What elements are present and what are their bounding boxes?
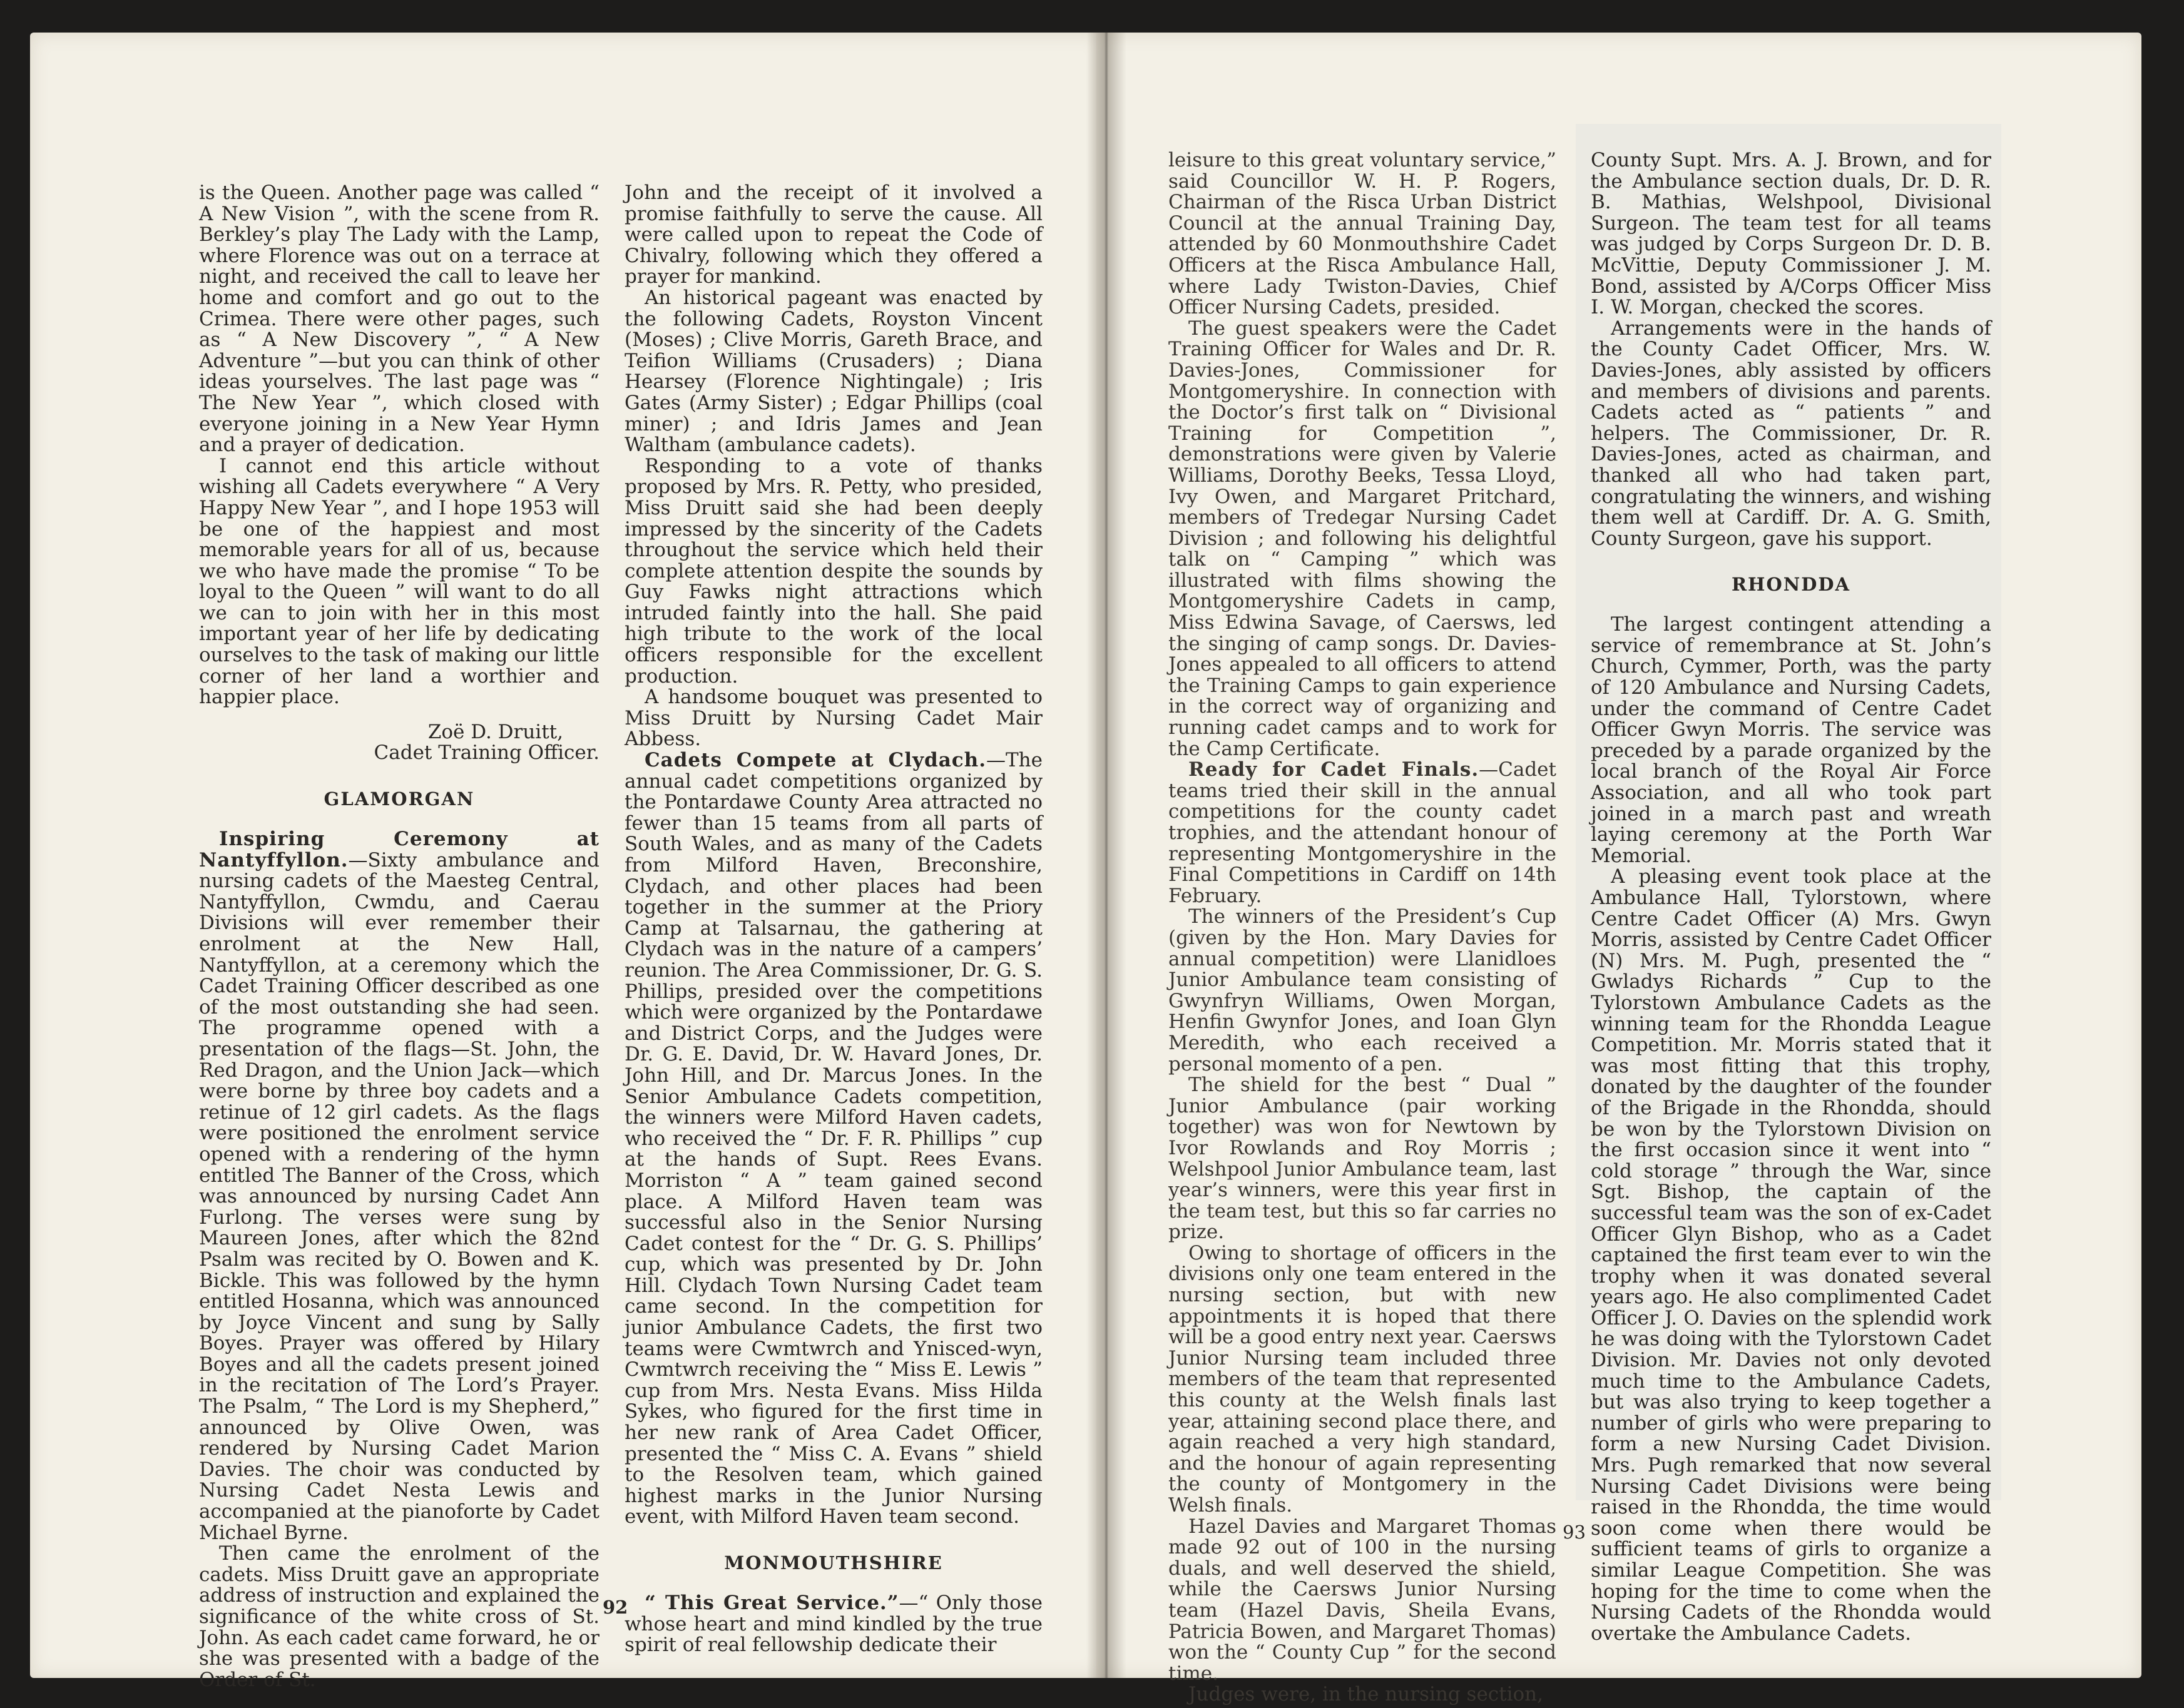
right-column-2 — [1591, 150, 1991, 1644]
paragraph — [625, 1593, 1043, 1656]
paragraph: Responding to a vote of thanks proposed by Mrs. R. Petty, who presided, Miss Druitt said she had been deeply impressed by the sincerity of the Cadets throughout the service which held their complete attention despite the sounds by Guy Fawks night attractions which intruded faintly into the hall. She paid high tribute to the work of the local officers responsible for the excellent production. — [625, 454, 1043, 688]
page-number: 93 — [1563, 1522, 1586, 1543]
paragraph: Then came the enrolment of the cadets. Miss Druitt gave an appropriate address of instruction and explained the significance of the white cross of St. John. As each cadet came forward, he or she was presented with a badge of the Order of St. — [199, 1542, 600, 1691]
signature-name: Zoë D. Druitt, — [427, 720, 563, 743]
subheading: “ This Great Service.” — [645, 1592, 899, 1614]
paragraph-text: —Cadet teams tried their skill in the annual competitions for the county cadet trophies, and the attendant honour of representing Montgomeryshire in the Final Competitions in Cardiff on 14th February. — [1168, 758, 1556, 907]
section-heading-monmouthshire: MONMOUTHSHIRE — [724, 1552, 943, 1573]
paragraph: is the Queen. Another page was called “ A New Vision ”, with the scene from R. Berkley’s play The Lady with the Lamp, where Florence was out on a terrace at night, and received the call to leave her home and comfort and go out to the Crimea. There were other pages, such as “ A New Discovery ”, “ A New Adventure ”—but you can think of other ideas yourselves. The last page was “ The New Year ”, which closed with everyone joining in a New Year Hymn and a prayer of dedication. — [199, 181, 600, 457]
left-page — [30, 33, 1104, 1691]
section-heading-rhondda: RHONDDA — [1731, 574, 1851, 596]
paragraph: An historical pageant was enacted by the following Cadets, Royston Vincent (Moses) ; Clive Morris, Gareth Brace, and Teifion Williams (Crusaders) ; Diana Hearsey (Florence Nightingale) ; Iris Gates (Army Sister) ; Edgar Phillips (coal miner) ; and Idris James and Jean Waltham (ambulance cadets). — [625, 286, 1043, 457]
right-column-1 — [1168, 150, 1556, 1705]
paragraph-text: —Sixty ambulance and nursing cadets of the Maesteg Central, Nantyffyllon, Cwmdu, and Caerau Divisions will ever remember their enrolment at the New Hall, Nantyffyllon, at a ceremony which the Cadet Training Officer described as one of the most outstanding she had seen. The programme opened with a presentation of the flags—St. John, the Red Dragon, and the Union Jack—which were borne by three boy cadets and a retinue of 12 girl cadets. As the flags were positioned the enrolment service opened with a rendering of the hymn entitled The Banner of the Cross, which was announced by nursing Cadet Ann Furlong. The verses were sung by Maureen Jones, after which the 82nd Psalm was recited by O. Bowen and K. Bickle. This was followed by the hymn entitled Hosanna, which was announced by Joyce Vincent and sung by Sally Boyes. Prayer was offered by Hilary Boyes and all the cadets present joined in the recitation of The Lord’s Prayer. The Psalm, “ The Lord is my Shepherd,” announced by Olive Owen, was rendered by Nursing Cadet Marion Davies. The choir was conducted by Nursing Cadet Nesta Lewis and accompanied at the pianoforte by Cadet Michael Byrne. — [199, 848, 600, 1544]
paragraph-text: —The annual cadet competitions organized by the Pontardawe County Area attracted no fewer than 15 teams from all parts of South Wales, and as many of the Cadets from Milford Haven, Breconshire, Clydach, and other places had been together in the summer at the Priory Camp at Talsarnau, the gathering at Clydach was in the nature of a campers’ reunion. The Area Commissioner, Dr. G. S. Phillips, presided over the competitions which were organized by the Pontardawe and District Corps, and the Judges were Dr. G. E. David, Dr. W. Havard Jones, Dr. John Hill, and Dr. Marcus Jones. In the Senior Ambulance Cadets competition, the winners were Milford Haven cadets, who received the “ Dr. F. R. Phillips ” cup at the hands of Supt. Rees Evans. Morriston “ A ” team gained second place. A Milford Haven team was successful also in the Senior Nursing Cadet contest for the “ Dr. G. S. Phillips’ cup, which was presented by Dr. John Hill. Clydach Town Nursing Cadet team came second. In the competition for junior Ambulance Cadets, the first two teams were Cwmtwrch and Ynisced-wyn, Cwmtwrch receiving the “ Miss E. Lewis ” cup from Mrs. Nesta Evans. Miss Hilda Sykes, who figured for the first time in her new rank of Area Cadet Officer, presented the “ Miss C. A. Evans ” shield to the Resolven team, which gained highest marks in the Junior Nursing event, with Milford Haven team second. — [625, 749, 1043, 1528]
left-column-1 — [199, 183, 600, 1690]
subheading: Ready for Cadet Finals. — [1188, 758, 1479, 781]
paragraph: The guest speakers were the Cadet Training Officer for Wales and Dr. R. Davies-Jones, Commissioner for Montgomeryshire. In connection with the Doctor’s first talk on “ Divisional Training for Competition ”, demonstrations were given by Valerie Williams, Dorothy Beeks, Tessa Lloyd, Ivy Owen, and Margaret Pritchard, members of Tredegar Nursing Cadet Division ; and following his delightful talk on “ Camping ” which was illustrated with films showing the Montgomeryshire Cadets in camp, Miss Edwina Savage, of Caersws, led the singing of camp songs. Dr. Davies-Jones appealed to all officers to attend the Training Camps to gain experience in the correct way of organizing and running cadet camps and to work for the Camp Certificate. — [1168, 317, 1556, 760]
page-number: 92 — [603, 1597, 628, 1618]
paragraph: Owing to shortage of officers in the divisions only one team entered in the nursing section, but with new appointments it is hoped that there will be a good entry next year. Caersws Junior Nursing team included three members of the team that represented this county at the Welsh finals last year, attaining second place there, and again reached a very high standard, and the honour of again representing the county of Montgomery in the Welsh finals. — [1168, 1241, 1556, 1517]
subheading: Cadets Compete at Clydach. — [645, 749, 986, 772]
subheading: Inspiring Ceremony at Nantyffyllon. — [199, 828, 600, 872]
paragraph: The shield for the best “ Dual ” Junior Ambulance (pair working together) was won for Newtown by Ivor Rowlands and Roy Morris ; Welshpool Junior Ambulance team, last year’s winners, were this year first in the team test, but this so far carries no prize. — [1168, 1074, 1556, 1244]
paragraph — [625, 750, 1043, 1528]
paragraph: Judges were, in the nursing section, — [1188, 1683, 1544, 1706]
paragraph: I cannot end this article without wishing all Cadets everywhere “ A Very Happy New Year ”, and I hope 1953 will be one of the happiest and most memorable years for all of us, because we who have made the promise “ To be loyal to the Queen ” will want to do all we can to join with her in this most important year of her life by dedicating ourselves to the task of making our little corner of her land a worthier and happier place. — [199, 454, 600, 709]
paragraph: The winners of the President’s Cup (given by the Hon. Mary Davies for annual competition) were Llanidloes Junior Ambulance team consisting of Gwynfryn Williams, Owen Morgan, Henfin Gwynfor Jones, and Ioan Glyn Meredith, who each received a personal momento of a pen. — [1168, 905, 1556, 1075]
paragraph: John and the receipt of it involved a promise faithfully to serve the cause. All were called upon to repeat the Code of Chivalry, following which they offered a prayer for mankind. — [625, 181, 1043, 288]
paragraph — [199, 829, 600, 1543]
paragraph: Hazel Davies and Margaret Thomas made 92 out of 100 in the nursing duals, and well deserved the shield, while the Caersws Junior Nursing team (Hazel Davis, Sheila Evans, Patricia Bowen, and Margaret Thomas) won the “ County Cup ” for the second time. — [1168, 1515, 1556, 1685]
paragraph: A handsome bouquet was presented to Miss Druitt by Nursing Cadet Mair Abbess. — [625, 686, 1043, 751]
signature-title: Cadet Training Officer. — [374, 741, 600, 765]
paragraph-text: —“ Only those whose heart and mind kindled by the true spirit of real fellowship dedicate their — [625, 1592, 1043, 1657]
paragraph — [1168, 760, 1556, 907]
paragraph: County Supt. Mrs. A. J. Brown, and for the Ambulance section duals, Dr. D. R. B. Mathias, Welshpool, Divisional Surgeon. The team test for all teams was judged by Corps Surgeon Dr. D. B. McVittie, Deputy Commissioner J. M. Bond, assisted by A/Corps Officer Miss I. W. Morgan, checked the scores. — [1591, 149, 1991, 319]
paragraph: Arrangements were in the hands of the County Cadet Officer, Mrs. W. Davies-Jones, ably assisted by officers and members of divisions and parents. Cadets acted as “ patients ” and helpers. The Commissioner, Dr. R. Davies-Jones, acted as chairman, and thanked all who had taken part, congratulating the winners, and wishing them well at Cardiff. Dr. A. G. Smith, County Surgeon, gave his support. — [1591, 317, 1991, 550]
paragraph: A pleasing event took place at the Ambulance Hall, Tylorstown, where Centre Cadet Officer (A) Mrs. Gwyn Morris, assisted by Centre Cadet Officer (N) Mrs. M. Pugh, presented the “ Gwladys Richards ” Cup to the Tylorstown Ambulance Cadets as the winning team for the Rhondda League Competition. Mr. Morris stated that it was most fitting that this trophy, donated by the daughter of the founder of the Brigade in the Rhondda, should be won by the Tylorstown Division on the first occasion since it went into “ cold storage ” through the War, since Sgt. Bishop, the captain of the successful team was the son of ex-Cadet Officer Glyn Bishop, who as a Cadet captained the first team ever to win the trophy when it was donated several years ago. He also complimented Cadet Officer J. O. Davies on the splendid work he was doing with the Tylorstown Cadet Division. Mr. Davies not only devoted much time to the Ambulance Cadets, but was also trying to keep together a number of girls who were preparing to form a new Nursing Cadet Division. Mrs. Pugh remarked that now several Nursing Cadet Divisions were being raised in the Rhondda, the time would soon come when there would be sufficient teams of girls to organize a similar League Competition. She was hoping for the time to come when the Nursing Cadets of the Rhondda would overtake the Ambulance Cadets. — [1591, 865, 1991, 1645]
book-gutter — [1086, 33, 1126, 1678]
left-column-2 — [625, 183, 1043, 1656]
paragraph: The largest contingent attending a service of remembrance at St. John’s Church, Cymmer, Porth, was the party of 120 Ambulance and Nursing Cadets, under the command of Centre Cadet Officer Gwyn Morris. The service was preceded by a parade organized by the local branch of the Royal Air Force Association, and all who took part joined in a march past and wreath laying ceremony at the Porth War Memorial. — [1591, 613, 1991, 867]
paragraph: leisure to this great voluntary service,” said Councillor W. H. P. Rogers, Chairman of the Risca Urban District Council at the annual Training Day, attended by 60 Monmouthshire Cadet Officers at the Risca Ambulance Hall, where Lady Twiston-Davies, Chief Officer Nursing Cadets, presided. — [1168, 149, 1556, 319]
section-heading-glamorgan: GLAMORGAN — [324, 788, 475, 810]
